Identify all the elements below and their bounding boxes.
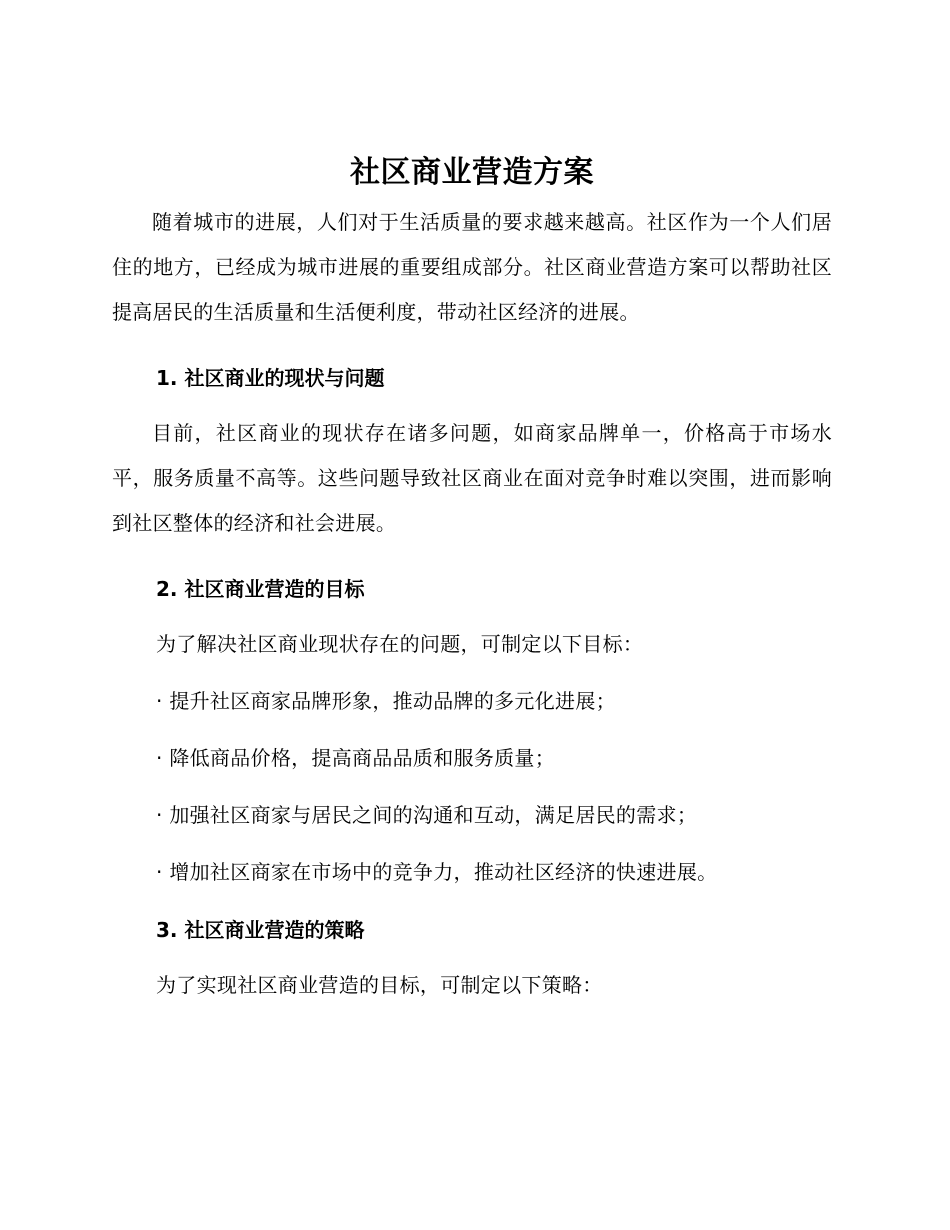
document-title: 社区商业营造方案: [350, 155, 594, 190]
goals-list: [112, 679, 832, 895]
document-body: [112, 146, 832, 1020]
list-item: · 加强社区商家与居民之间的沟通和互动，满足居民的需求；: [156, 803, 698, 827]
section-2-lead: 为了解决社区商业现状存在的问题，可制定以下目标：: [156, 632, 644, 656]
list-item: · 提升社区商家品牌形象，推动品牌的多元化进展；: [156, 689, 616, 713]
intro-paragraph: 随着城市的进展，人们对于生活质量的要求越来越高。社区作为一个人们居住的地方，已经成为城市进展的重要组成部分。社区商业营造方案可以帮助社区提高居民的生活质量和生活便利度，带动社区经济的进展。: [112, 210, 832, 324]
list-item: · 降低商品价格，提高商品品质和服务质量；: [156, 746, 556, 770]
section-1-paragraph: 目前，社区商业的现状存在诸多问题，如商家品牌单一，价格高于市场水平，服务质量不高等。这些问题导致社区商业在面对竞争时难以突围，进而影响到社区整体的经济和社会进展。: [112, 421, 832, 535]
list-item: · 增加社区商家在市场中的竞争力，推动社区经济的快速进展。: [156, 860, 718, 884]
section-3-heading: 3. 社区商业营造的策略: [156, 918, 365, 942]
section-2-heading: 2. 社区商业营造的目标: [156, 577, 365, 601]
section-3-lead: 为了实现社区商业营造的目标，可制定以下策略：: [156, 973, 603, 997]
section-1-heading: 1. 社区商业的现状与问题: [156, 366, 385, 390]
